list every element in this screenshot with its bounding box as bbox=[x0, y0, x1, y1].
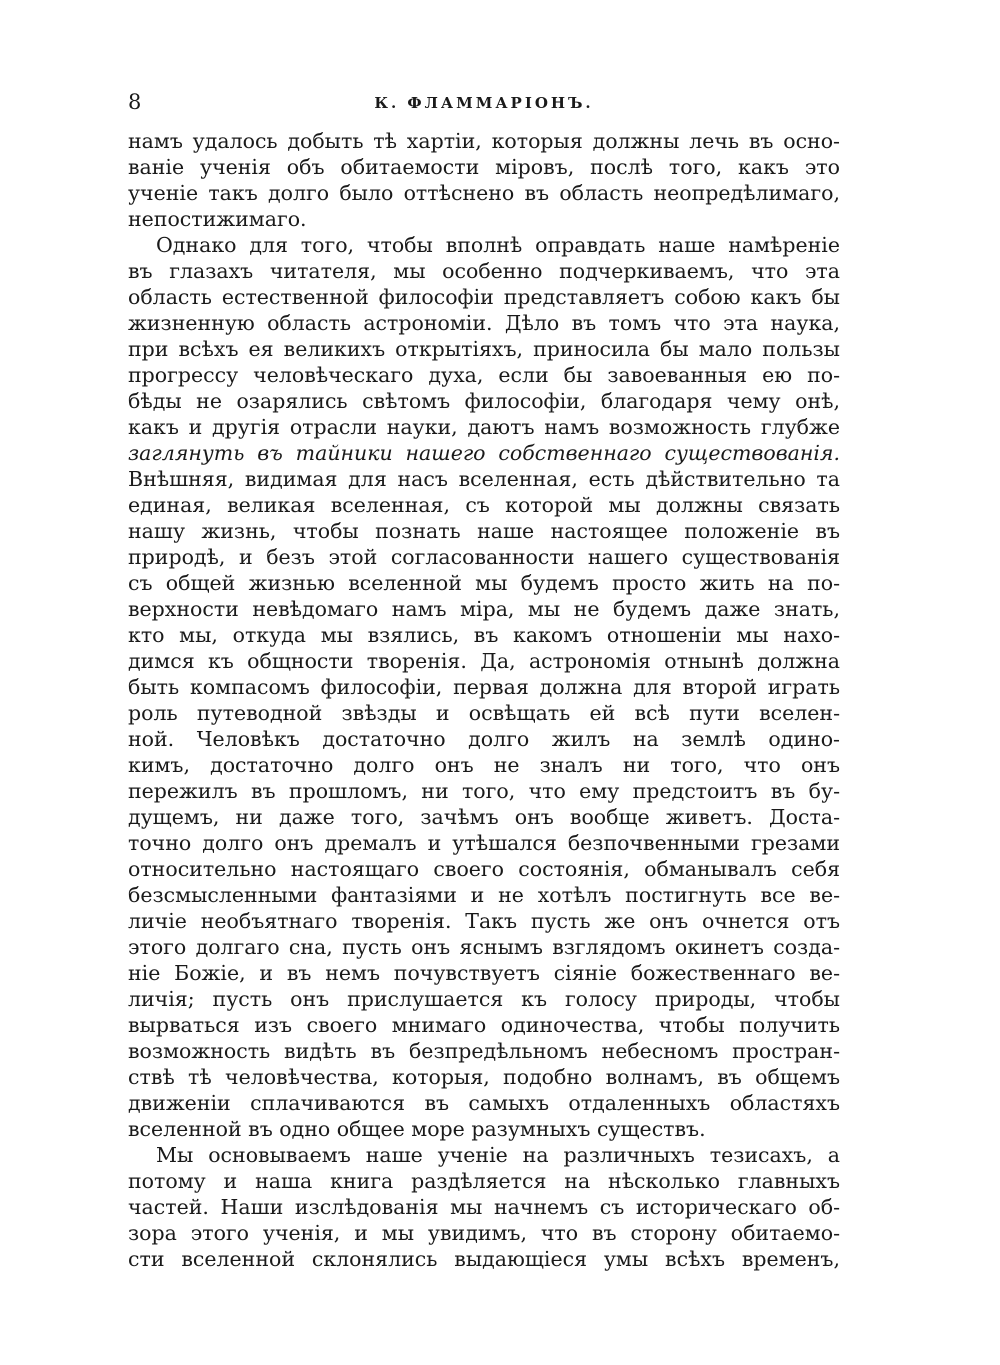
text-line: движеніи сплачиваются въ самыхъ отдаленныхъ областяхъ bbox=[128, 1091, 840, 1115]
text-line: въ глазахъ читателя, мы особенно подчеркиваемъ, что эта bbox=[128, 259, 840, 283]
text-line-italic: заглянуть въ тайники нашего собственнаго существованія. bbox=[128, 441, 840, 465]
text-line: единая, великая вселенная, съ которой мы должны связать bbox=[128, 493, 840, 517]
text-line: димся къ общности творенія. Да, астрономія отнынѣ должна bbox=[128, 649, 840, 673]
page-number: 8 bbox=[128, 90, 142, 114]
text-line: Мы основываемъ наше ученіе на различныхъ тезисахъ, а bbox=[156, 1143, 840, 1167]
text-line: пережилъ въ прошломъ, ни того, что ему предстоитъ въ бу- bbox=[128, 779, 840, 803]
text-line: при всѣхъ ея великихъ открытіяхъ, приносила бы мало пользы bbox=[128, 337, 840, 361]
text-line: прогрессу человѣческаго духа, если бы завоеванныя ею по- bbox=[128, 363, 840, 387]
text-line: быть компасомъ философіи, первая должна для второй играть bbox=[128, 675, 840, 699]
text-line: область естественной философіи представляетъ собою какъ бы bbox=[128, 285, 840, 309]
text-line: верхности невѣдомаго намъ міра, мы не будемъ даже знать, bbox=[128, 597, 840, 621]
text-line: относительно настоящаго своего состоянія, обманывалъ себя bbox=[128, 857, 840, 881]
text-line: Однако для того, чтобы вполнѣ оправдать наше намѣреніе bbox=[156, 233, 840, 257]
text-line: этого долгаго сна, пусть онъ яснымъ взглядомъ окинетъ созда- bbox=[128, 935, 840, 959]
text-line: вселенной въ одно общее море разумныхъ существъ. bbox=[128, 1117, 706, 1141]
text-line: непостижимаго. bbox=[128, 207, 307, 231]
text-line: сти вселенной склонялись выдающіеся умы всѣхъ временъ, bbox=[128, 1247, 840, 1271]
text-line: частей. Наши изслѣдованія мы начнемъ съ историческаго об- bbox=[128, 1195, 840, 1219]
text-line: ной. Человѣкъ достаточно долго жилъ на землѣ одино- bbox=[128, 727, 840, 751]
text-line: вырваться изъ своего мнимаго одиночества, чтобы получить bbox=[128, 1013, 840, 1037]
text-line: жизненную область астрономіи. Дѣло въ томъ что эта наука, bbox=[128, 311, 840, 335]
text-line: Внѣшняя, видимая для насъ вселенная, есть дѣйствительно та bbox=[128, 467, 840, 491]
text-line: какъ и другія отрасли науки, даютъ намъ возможность глубже bbox=[128, 415, 840, 439]
text-line: потому и наша книга раздѣляется на нѣсколько главныхъ bbox=[128, 1169, 840, 1193]
text-line: дущемъ, ни даже того, зачѣмъ онъ вообще живетъ. Доста- bbox=[128, 805, 840, 829]
page-header bbox=[128, 88, 840, 116]
running-title: К. ФЛАММАРІОНЪ. bbox=[374, 94, 594, 112]
text-line: безсмысленными фантазіями и не хотѣлъ постигнуть все ве- bbox=[128, 883, 840, 907]
text-line: личія; пусть онъ прислушается къ голосу природы, чтобы bbox=[128, 987, 840, 1011]
text-line: ствѣ тѣ человѣчества, которыя, подобно волнамъ, въ общемъ bbox=[128, 1065, 840, 1089]
text-line: природѣ, и безъ этой согласованности нашего существованія bbox=[128, 545, 840, 569]
text-line: возможность видѣть въ безпредѣльномъ небесномъ простран- bbox=[128, 1039, 840, 1063]
body-text bbox=[128, 128, 840, 1272]
text-line: ніе Божіе, и въ немъ почувствуетъ сіяніе божественнаго ве- bbox=[128, 961, 840, 985]
text-line: намъ удалось добыть тѣ хартіи, которыя должны лечь въ осно- bbox=[128, 129, 840, 153]
text-line: ваніе ученія объ обитаемости міровъ, послѣ того, какъ это bbox=[128, 155, 840, 179]
text-line: личіе необъятнаго творенія. Такъ пусть же онъ очнется отъ bbox=[128, 909, 840, 933]
text-line: бѣды не озарялись свѣтомъ философіи, благодаря чему онѣ, bbox=[128, 389, 840, 413]
text-line: съ общей жизнью вселенной мы будемъ просто жить на по- bbox=[128, 571, 840, 595]
text-line: ученіе такъ долго было оттѣснено въ область неопредѣлимаго, bbox=[128, 181, 840, 205]
text-line: зора этого ученія, и мы увидимъ, что въ сторону обитаемо- bbox=[128, 1221, 840, 1245]
text-line: кто мы, откуда мы взялись, въ какомъ отношеніи мы нахо- bbox=[128, 623, 840, 647]
text-line: роль путеводной звѣзды и освѣщать ей всѣ пути вселен- bbox=[128, 701, 840, 725]
text-line: нашу жизнь, чтобы познать наше настоящее положеніе въ bbox=[128, 519, 840, 543]
text-line: точно долго онъ дремалъ и утѣшался безпочвенными грезами bbox=[128, 831, 840, 855]
text-line: кимъ, достаточно долго онъ не зналъ ни того, что онъ bbox=[128, 753, 840, 777]
